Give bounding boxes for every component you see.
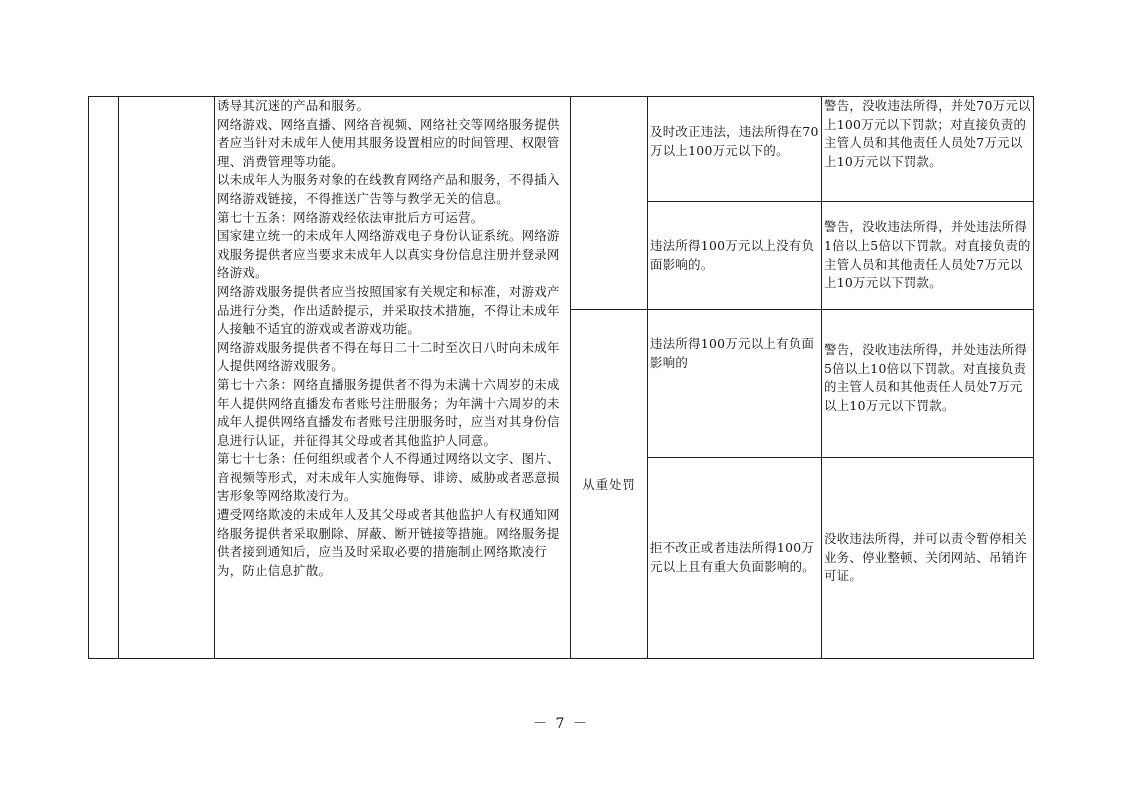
table-row	[89, 97, 1034, 202]
index-cell	[89, 97, 119, 659]
legal-paragraph: 诱导其沉迷的产品和服务。	[217, 98, 370, 113]
penalty-cell: 警告，没收违法所得，并处违法所得5倍以上10倍以下罚款。对直接负责的主管人员和其他责任人员处7万元以上10万元以下罚款。	[822, 310, 1034, 458]
circumstance-cell: 违法所得100万元以上没有负面影响的。	[648, 202, 822, 310]
circumstance-cell: 拒不改正或者违法所得100万元以上且有重大负面影响的。	[648, 458, 822, 659]
legal-paragraph: 网络游戏服务提供者不得在每日二十二时至次日八时向未成年人提供网络游戏服务。	[217, 339, 560, 374]
legal-paragraph: 第七十六条：网络直播服务提供者不得为未满十六周岁的未成年人提供网络直播发布者账号注册服务；为年满十六周岁的未成年人提供网络直播发布者账号注册服务时，应当对其身份信息进行认证，并征得其父母或者其他监护人同意。	[217, 376, 560, 448]
item-name-cell	[119, 97, 215, 659]
legal-basis-cell	[215, 97, 571, 659]
circumstance-cell: 及时改正违法，违法所得在70万以上100万元以下的。	[648, 97, 822, 202]
penalty-table	[88, 96, 1034, 659]
penalty-cell: 警告，没收违法所得，并处70万元以上100万元以下罚款；对直接负责的主管人员和其他责任人员处7万元以上10万元以下罚款。	[822, 97, 1034, 202]
penalty-cell: 没收违法所得，并可以责令暂停相关业务、停业整顿、关闭网站、吊销许可证。	[822, 458, 1034, 659]
legal-paragraph: 第七十五条：网络游戏经依法审批后方可运营。	[217, 209, 484, 225]
legal-paragraph: 第七十七条：任何组织或者个人不得通过网络以文字、图片、音视频等形式，对未成年人实施侮辱、诽谤、威胁或者恶意损害形象等网络欺凌行为。	[217, 451, 560, 504]
legal-paragraph: 网络游戏、网络直播、网络音视频、网络社交等网络服务提供者应当针对未成年人使用其服务设置相应的时间管理、权限管理、消费管理等功能。	[217, 116, 560, 169]
legal-paragraph: 国家建立统一的未成年人网络游戏电子身份认证系统。网络游戏服务提供者应当要求未成年人以真实身份信息注册并登录网络游戏。	[217, 228, 560, 281]
category-label: 从重处罚	[571, 310, 648, 659]
penalty-cell: 警告，没收违法所得，并处违法所得1倍以上5倍以下罚款。对直接负责的主管人员和其他责任人员处7万元以上10万元以下罚款。	[822, 202, 1034, 310]
category-cell-upper	[571, 97, 648, 310]
legal-paragraph: 以未成年人为服务对象的在线教育网络产品和服务，不得插入网络游戏链接，不得推送广告等与教学无关的信息。	[217, 172, 560, 206]
page-number: － 7 －	[533, 716, 589, 732]
legal-paragraph: 遭受网络欺凌的未成年人及其父母或者其他监护人有权通知网络服务提供者采取删除、屏蔽、断开链接等措施。网络服务提供者接到通知后，应当及时采取必要的措施制止网络欺凌行为，防止信息扩散。	[217, 507, 560, 578]
legal-paragraph: 网络游戏服务提供者应当按照国家有关规定和标准，对游戏产品进行分类，作出适龄提示，并采取技术措施，不得让未成年人接触不适宜的游戏或者游戏功能。	[217, 283, 560, 337]
circumstance-cell: 违法所得100万元以上有负面影响的	[648, 310, 822, 458]
